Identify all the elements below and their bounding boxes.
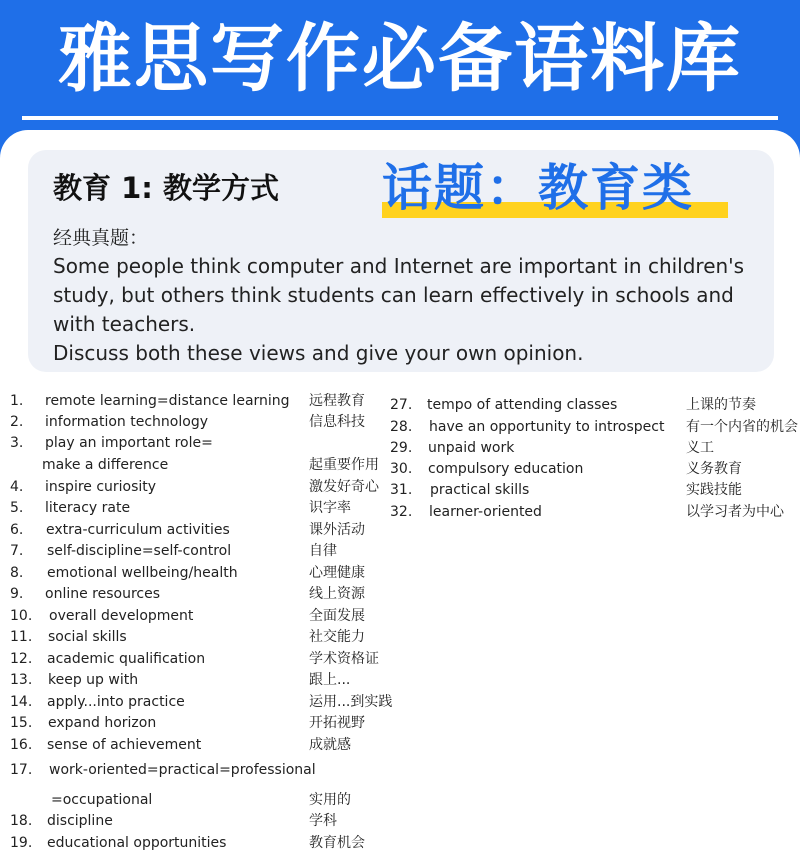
item-chinese: 自律 <box>309 543 337 559</box>
item-number: 6. <box>10 522 24 538</box>
question-line: Discuss both these views and give your own opinion. <box>53 341 584 365</box>
item-chinese: 义工 <box>686 440 714 456</box>
item-english: compulsory education <box>428 461 584 477</box>
item-english: play an important role= <box>45 435 213 451</box>
item-chinese: 义务教育 <box>686 461 742 477</box>
topic-tag: 话题：教育类 <box>382 159 694 217</box>
list-item <box>0 607 800 625</box>
item-number: 27. <box>390 397 413 413</box>
item-chinese: 有一个内省的机会 <box>686 419 798 435</box>
item-english: sense of achievement <box>47 737 202 753</box>
list-item <box>0 418 800 436</box>
title-divider <box>22 116 778 120</box>
list-item <box>0 714 800 732</box>
item-chinese: 激发好奇心 <box>309 479 379 495</box>
item-number: 29. <box>390 440 413 456</box>
item-number: 28. <box>390 419 413 435</box>
list-item <box>0 585 800 603</box>
item-number: 12. <box>10 651 33 667</box>
question-text <box>53 252 763 368</box>
item-english: literacy rate <box>45 500 131 516</box>
item-number: 5. <box>10 500 24 516</box>
list-item <box>0 812 800 830</box>
page-title: 雅思写作必备语料库 <box>58 16 742 102</box>
list-item <box>0 439 800 457</box>
item-chinese: 教育机会 <box>309 835 365 851</box>
list-item <box>0 693 800 711</box>
item-chinese: 以学习者为中心 <box>686 504 784 520</box>
item-english: academic qualification <box>47 651 206 667</box>
item-chinese: 信息科技 <box>309 414 365 430</box>
item-number: 19. <box>10 835 33 851</box>
item-chinese: 开拓视野 <box>309 715 365 731</box>
list-item <box>0 736 800 754</box>
item-english: have an opportunity to introspect <box>429 419 665 435</box>
list-item <box>0 671 800 689</box>
list-item <box>0 521 800 539</box>
list-item <box>0 761 800 779</box>
list-item <box>0 542 800 560</box>
item-english: keep up with <box>48 672 139 688</box>
list-item <box>0 564 800 582</box>
item-number: 31. <box>390 482 413 498</box>
item-english: overall development <box>49 608 194 624</box>
item-chinese: 远程教育 <box>309 393 365 409</box>
item-english: apply...into practice <box>47 694 185 710</box>
item-english: learner-oriented <box>429 504 542 520</box>
item-english: information technology <box>45 414 208 430</box>
item-english: self-discipline=self-control <box>47 543 232 559</box>
item-number: 7. <box>10 543 24 559</box>
item-english: practical skills <box>430 482 530 498</box>
item-number: 3. <box>10 435 24 451</box>
list-item <box>0 396 800 414</box>
item-chinese: 起重要作用 <box>309 457 379 473</box>
item-english: online resources <box>45 586 161 602</box>
item-number: 17. <box>10 762 33 778</box>
lesson-title: 教育 1: 教学方式 <box>53 171 279 205</box>
item-number: 30. <box>390 461 413 477</box>
item-number: 18. <box>10 813 33 829</box>
list-item <box>0 834 800 852</box>
item-english: emotional wellbeing/health <box>47 565 238 581</box>
question-line: Some people think computer and Internet are important in children's study, but others think students can learn effectively in schools and with teachers. <box>53 254 745 336</box>
item-number: 1. <box>10 393 24 409</box>
item-chinese: 学科 <box>309 813 337 829</box>
item-number: 14. <box>10 694 33 710</box>
item-number: 32. <box>390 504 413 520</box>
question-label: 经典真题： <box>53 227 149 249</box>
item-number: 16. <box>10 737 33 753</box>
item-english: remote learning=distance learning <box>45 393 290 409</box>
item-number: 8. <box>10 565 24 581</box>
item-english: discipline <box>47 813 113 829</box>
list-item <box>0 650 800 668</box>
item-english: social skills <box>48 629 127 645</box>
item-number: 9. <box>10 586 24 602</box>
item-chinese: 课外活动 <box>309 522 365 538</box>
item-chinese: 线上资源 <box>309 586 365 602</box>
item-english: tempo of attending classes <box>427 397 618 413</box>
item-english: unpaid work <box>428 440 515 456</box>
item-chinese: 跟上... <box>309 672 351 688</box>
item-chinese: 社交能力 <box>309 629 365 645</box>
item-english: =occupational <box>51 792 153 808</box>
item-english: inspire curiosity <box>45 479 157 495</box>
list-item <box>0 460 800 478</box>
item-number: 4. <box>10 479 24 495</box>
list-item <box>0 481 800 499</box>
item-english: work-oriented=practical=professional <box>49 762 316 778</box>
item-chinese: 全面发展 <box>309 608 365 624</box>
item-english: extra-curriculum activities <box>46 522 230 538</box>
item-chinese: 运用...到实践 <box>309 694 393 710</box>
item-number: 11. <box>10 629 33 645</box>
list-item <box>0 791 800 809</box>
item-chinese: 识字率 <box>309 500 351 516</box>
item-number: 13. <box>10 672 33 688</box>
item-chinese: 心理健康 <box>309 565 365 581</box>
list-item <box>0 628 800 646</box>
item-number: 15. <box>10 715 33 731</box>
item-english: educational opportunities <box>47 835 227 851</box>
list-item <box>0 503 800 521</box>
item-chinese: 实用的 <box>309 792 351 808</box>
item-number: 2. <box>10 414 24 430</box>
item-chinese: 成就感 <box>309 737 351 753</box>
item-chinese: 学术资格证 <box>309 651 379 667</box>
item-english: make a difference <box>42 457 169 473</box>
item-chinese: 上课的节奏 <box>686 397 756 413</box>
item-number: 10. <box>10 608 33 624</box>
item-english: expand horizon <box>48 715 157 731</box>
item-chinese: 实践技能 <box>686 482 742 498</box>
